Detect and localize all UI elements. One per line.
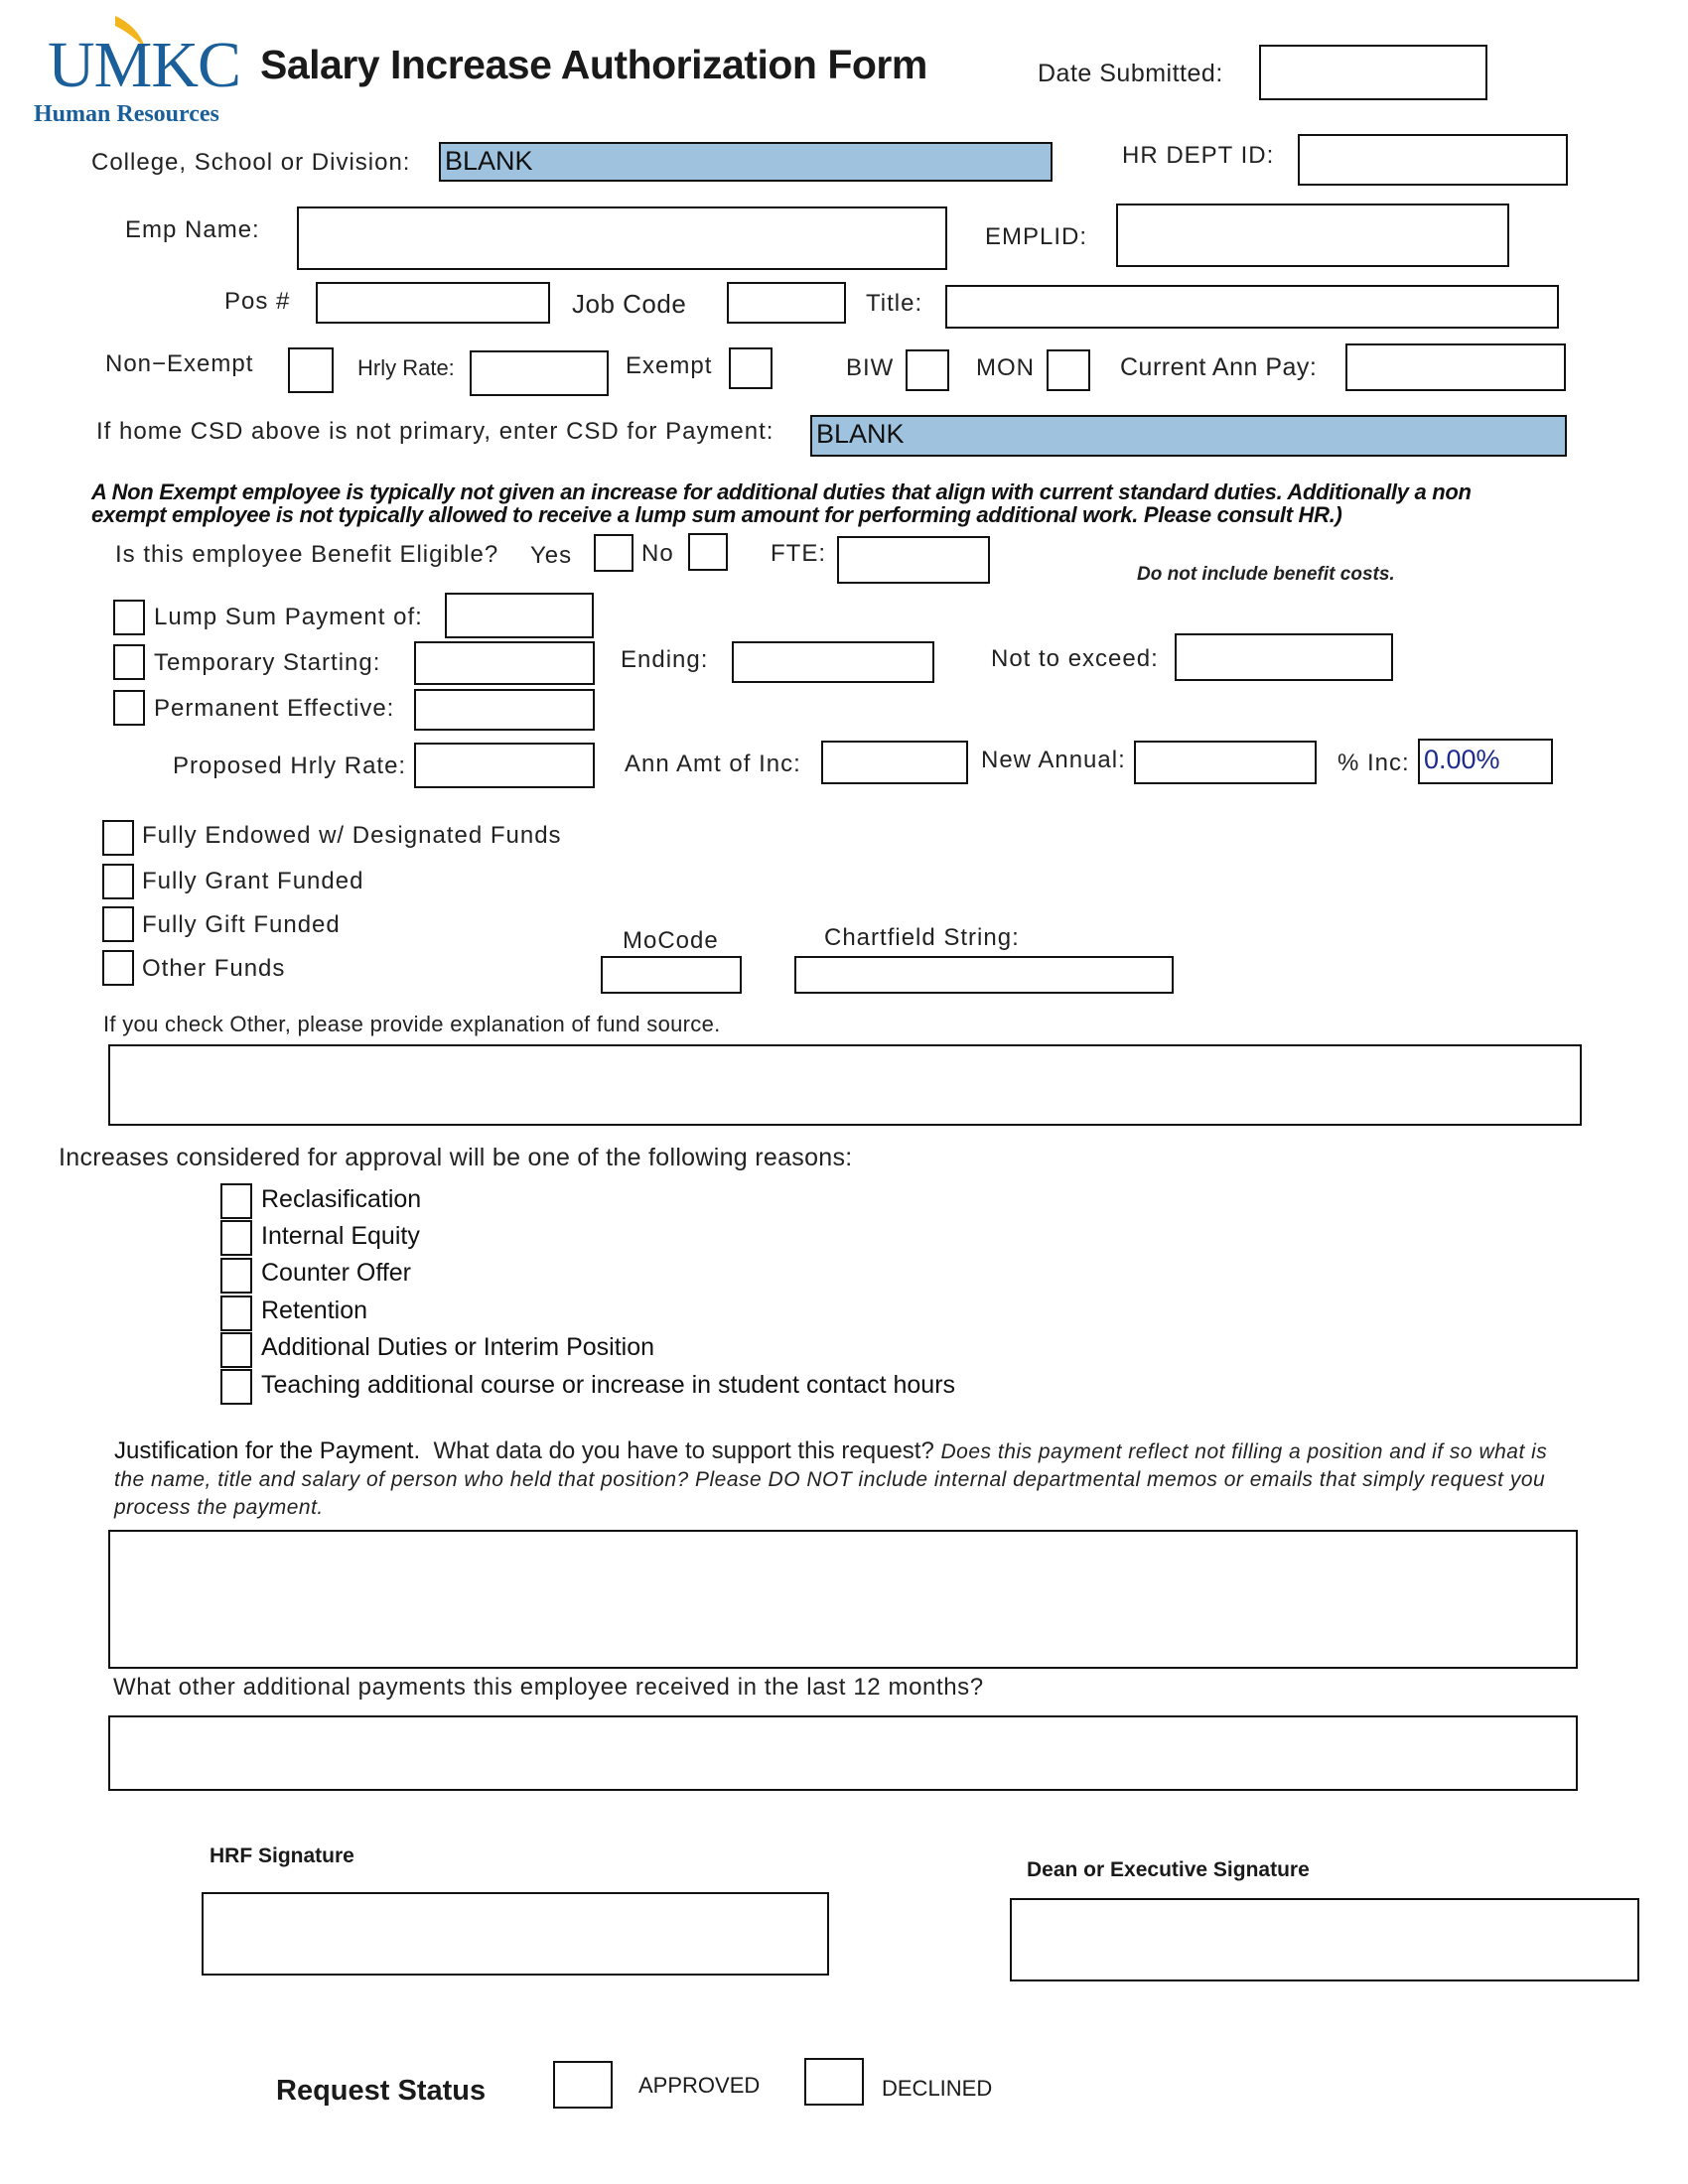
reason-teaching-checkbox[interactable] (220, 1369, 252, 1405)
permanent-effective-field[interactable] (414, 689, 595, 731)
fund-explanation-field[interactable] (108, 1044, 1582, 1126)
mocode-field[interactable] (601, 956, 742, 994)
no-label: No (641, 540, 674, 567)
not-to-exceed-label: Not to exceed: (991, 645, 1159, 672)
mon-label: MON (976, 354, 1035, 381)
reason-internal-equity-checkbox[interactable] (220, 1220, 252, 1256)
chartfield-label: Chartfield String: (824, 924, 1020, 951)
reason-additional-duties-label: Additional Duties or Interim Position (261, 1333, 655, 1361)
new-annual-label: New Annual: (981, 747, 1126, 773)
title-label: Title: (866, 290, 923, 317)
biw-label: BIW (846, 354, 895, 381)
proposed-hrly-rate-field[interactable] (414, 743, 595, 788)
approved-checkbox[interactable] (553, 2061, 613, 2109)
csd-payment-select[interactable]: BLANK (810, 415, 1567, 457)
fund-grant-label: Fully Grant Funded (142, 868, 364, 894)
pos-field[interactable] (316, 282, 550, 324)
yes-label: Yes (530, 542, 573, 569)
proposed-hrly-rate-label: Proposed Hrly Rate: (173, 752, 407, 779)
logo-subtitle: Human Resources (34, 101, 219, 127)
fund-endowed-checkbox[interactable] (102, 820, 134, 856)
exempt-checkbox[interactable] (729, 347, 773, 389)
approved-label: APPROVED (638, 2073, 761, 2098)
ending-field[interactable] (732, 641, 934, 683)
reason-reclassification-label: Reclasification (261, 1185, 422, 1213)
fund-endowed-label: Fully Endowed w/ Designated Funds (142, 822, 562, 849)
new-annual-field[interactable] (1134, 741, 1317, 784)
fund-grant-checkbox[interactable] (102, 864, 134, 899)
date-submitted-field[interactable] (1259, 45, 1487, 100)
fund-gift-label: Fully Gift Funded (142, 911, 341, 938)
reason-reclassification-checkbox[interactable] (220, 1183, 252, 1219)
additional-payments-label: What other additional payments this employee received in the last 12 months? (113, 1674, 984, 1701)
ann-amt-inc-field[interactable] (821, 741, 968, 784)
declined-checkbox[interactable] (804, 2058, 864, 2106)
emp-name-field[interactable] (297, 206, 947, 270)
benefit-eligible-label: Is this employee Benefit Eligible? (115, 541, 499, 568)
fund-other-label: Other Funds (142, 955, 286, 982)
title-field[interactable] (945, 285, 1559, 329)
other-explain-label: If you check Other, please provide explanation of fund source. (103, 1012, 721, 1036)
hrly-rate-field[interactable] (470, 350, 609, 396)
hr-dept-id-field[interactable] (1298, 134, 1568, 186)
non-exempt-label: Non−Exempt (105, 350, 254, 377)
ann-amt-inc-label: Ann Amt of Inc: (625, 751, 801, 777)
reason-counter-offer-checkbox[interactable] (220, 1258, 252, 1294)
reason-additional-duties-checkbox[interactable] (220, 1332, 252, 1368)
pct-inc-label: % Inc: (1337, 750, 1410, 776)
emplid-field[interactable] (1116, 204, 1509, 267)
additional-payments-field[interactable] (108, 1715, 1578, 1791)
benefit-no-checkbox[interactable] (688, 533, 728, 571)
hrf-signature-field[interactable] (202, 1892, 829, 1976)
fund-gift-checkbox[interactable] (102, 906, 134, 942)
fte-label: FTE: (771, 540, 826, 567)
reason-internal-equity-label: Internal Equity (261, 1222, 420, 1250)
justification-question: What data do you have to support this request? (433, 1437, 934, 1464)
date-submitted-label: Date Submitted: (1038, 60, 1223, 87)
not-to-exceed-field[interactable] (1175, 633, 1393, 681)
emplid-label: EMPLID: (985, 223, 1088, 250)
declined-label: DECLINED (882, 2076, 993, 2101)
biw-checkbox[interactable] (906, 349, 949, 391)
dean-signature-field[interactable] (1010, 1898, 1639, 1981)
current-ann-pay-label: Current Ann Pay: (1120, 353, 1318, 381)
reason-retention-checkbox[interactable] (220, 1296, 252, 1331)
fund-other-checkbox[interactable] (102, 950, 134, 986)
justification-lead: Justification for the Payment. (114, 1437, 421, 1464)
mon-checkbox[interactable] (1047, 349, 1090, 391)
justification-field[interactable] (108, 1530, 1578, 1669)
lump-sum-label: Lump Sum Payment of: (154, 604, 423, 630)
justification-prompt (114, 1437, 1564, 1521)
exempt-label: Exempt (626, 352, 713, 379)
mocode-label: MoCode (623, 927, 719, 954)
pos-label: Pos # (224, 288, 291, 315)
reason-counter-offer-label: Counter Offer (261, 1259, 412, 1287)
justification-italic: Does this payment reflect not filling a position and if so what is the name, title and salary of person who held that position? Please DO NOT include internal departmental memos or emails that simply request you process the payment. (114, 1440, 1548, 1519)
ending-label: Ending: (621, 646, 709, 673)
reason-teaching-label: Teaching additional course or increase in student contact hours (261, 1371, 956, 1399)
fte-field[interactable] (837, 536, 990, 584)
college-select[interactable]: BLANK (439, 142, 1053, 182)
home-csd-label: If home CSD above is not primary, enter CSD for Payment: (96, 418, 774, 445)
lump-sum-checkbox[interactable] (113, 600, 145, 635)
temporary-starting-label: Temporary Starting: (154, 649, 381, 676)
hr-dept-id-label: HR DEPT ID: (1122, 142, 1275, 169)
no-benefit-costs-note: Do not include benefit costs. (1137, 564, 1395, 585)
college-label: College, School or Division: (91, 149, 411, 176)
logo-wordmark: UMKC (48, 29, 241, 101)
hrly-rate-label: Hrly Rate: (357, 355, 455, 380)
reason-retention-label: Retention (261, 1297, 368, 1324)
dean-signature-label: Dean or Executive Signature (1027, 1858, 1310, 1881)
temporary-checkbox[interactable] (113, 644, 145, 680)
job-code-field[interactable] (727, 282, 846, 324)
current-ann-pay-field[interactable] (1345, 343, 1566, 391)
reasons-intro: Increases considered for approval will be one of the following reasons: (59, 1144, 853, 1171)
permanent-checkbox[interactable] (113, 690, 145, 726)
request-status-label: Request Status (276, 2075, 487, 2107)
hrf-signature-label: HRF Signature (210, 1844, 354, 1867)
emp-name-label: Emp Name: (125, 216, 260, 243)
temporary-starting-field[interactable] (414, 641, 595, 685)
permanent-effective-label: Permanent Effective: (154, 695, 395, 722)
non-exempt-note: A Non Exempt employee is typically not given an increase for additional duties that align with current standard duties. Additionally a non exempt employee is not typically allowed to receive a lump sum amount for performing additional work. Please consult HR.) (91, 479, 1472, 527)
non-exempt-checkbox[interactable] (288, 347, 334, 393)
job-code-label: Job Code (572, 289, 687, 319)
benefit-yes-checkbox[interactable] (594, 534, 633, 572)
chartfield-field[interactable] (794, 956, 1174, 994)
page-title: Salary Increase Authorization Form (260, 42, 927, 87)
pct-inc-field[interactable]: 0.00% (1418, 739, 1553, 784)
lump-sum-field[interactable] (445, 593, 594, 638)
